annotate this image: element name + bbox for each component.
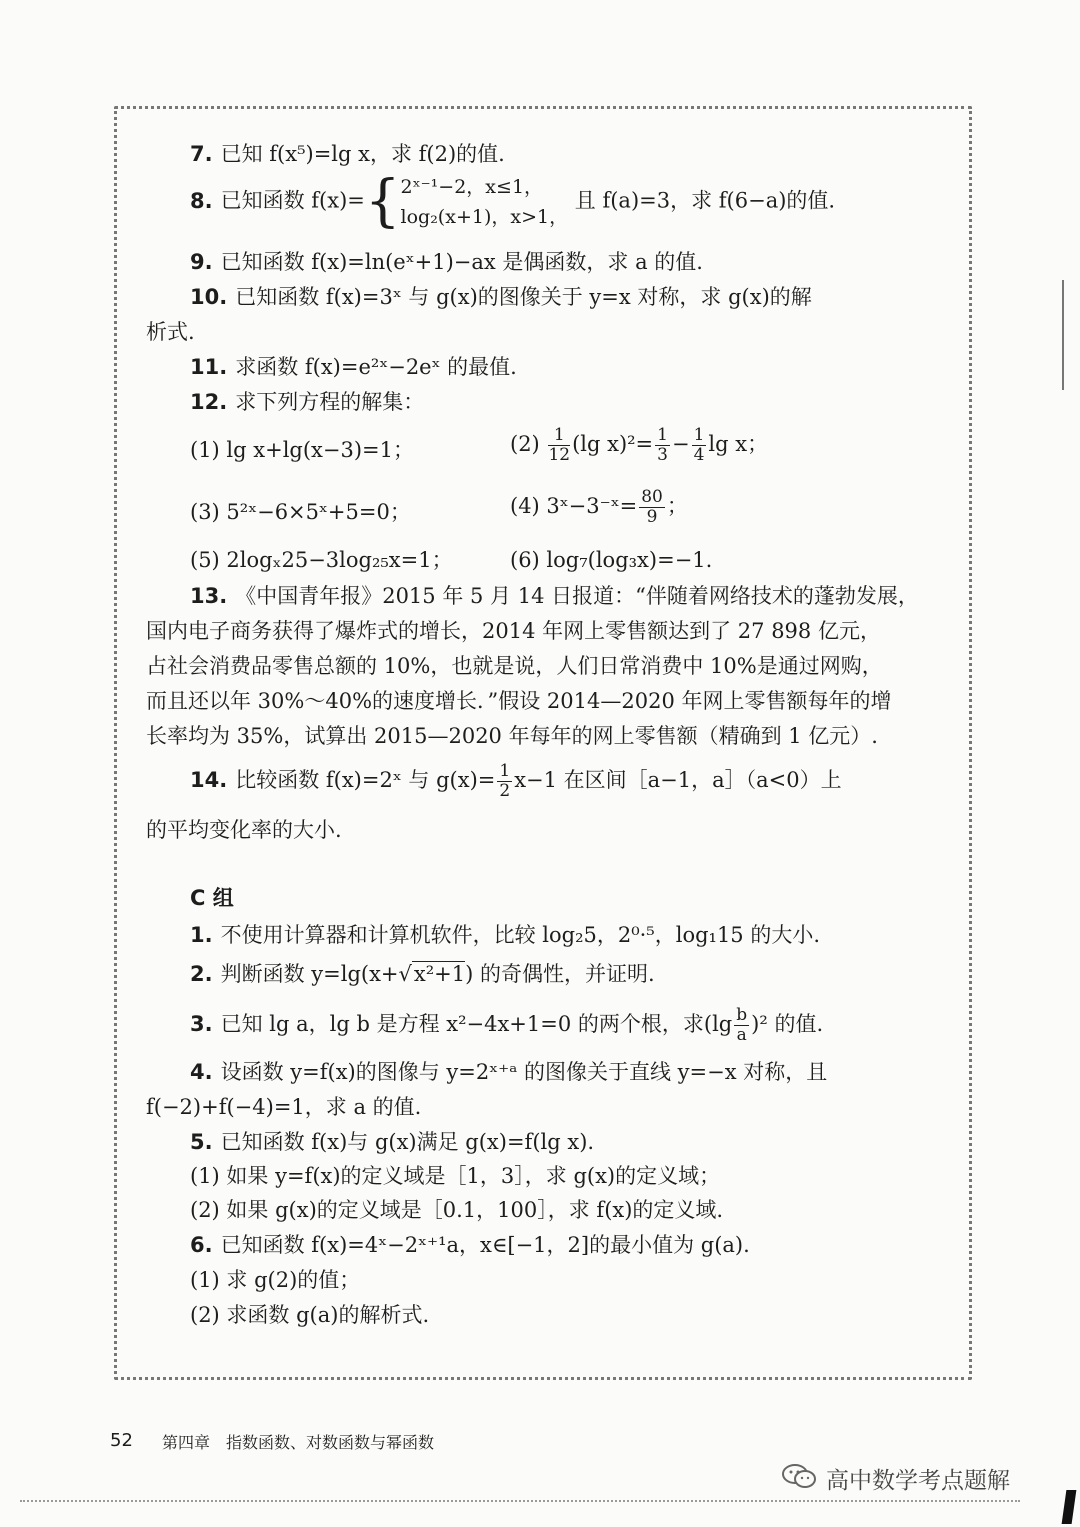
problem-c6-part2: (2) 求函数 g(a)的解析式. [190, 1303, 430, 1327]
problem-10: 10. 已知函数 f(x)=3ˣ 与 g(x)的图像关于 y=x 对称，求 g(x)的解 [190, 285, 812, 309]
fraction: $\frac{1}{3}$ [657, 425, 668, 465]
problem-c2: 2. 判断函数 y=lg(x+√x²+1) 的奇偶性，并证明. [190, 962, 655, 986]
problem-8: 8. 已知函数 f(x)={2ˣ⁻¹−2，x≤1， log₂(x+1)，x>1， 且 f(a)=3，求 f(6−a)的值. [190, 169, 836, 234]
eq12-part2: (2) $\frac{1}{12}$ (lg x)²= $\frac{1}{3}$ − $\frac{1}{4}$ lg x； [510, 425, 769, 465]
fraction: $\frac{1}{12}$ [548, 425, 571, 465]
problem-c5-part1: (1) 如果 y=f(x)的定义域是［1，3］，求 g(x)的定义域； [190, 1164, 721, 1188]
problem-c5-part2: (2) 如果 g(x)的定义域是［0.1，100］，求 f(x)的定义域. [190, 1198, 724, 1222]
problem-12: 12. 求下列方程的解集： [190, 390, 425, 414]
page-number: 52 [110, 1430, 133, 1451]
problem-13-line5: 长率均为 35%，试算出 2015—2020 年每年的网上零售额（精确到 1 亿元）. [146, 724, 878, 748]
problem-c1: 1. 不使用计算器和计算机软件，比较 log₂5，2⁰·⁵，log₁15 的大小. [190, 923, 821, 947]
eq12-part5: (5) 2logₓ25−3log₂₅x=1； [190, 548, 453, 572]
bottom-rule [20, 1500, 1020, 1502]
problem-7: 7. 已知 f(x⁵)=lg x，求 f(2)的值. [190, 142, 505, 166]
problem-c3: 3. 已知 lg a，lg b 是方程 x²−4x+1=0 的两个根，求(lg $\frac{b}{a}$ )² 的值. [190, 1005, 824, 1045]
fraction: $\frac{80}{9}$ [641, 487, 663, 527]
problem-10-cont: 析式. [146, 320, 195, 344]
eq12-part6: (6) log₇(log₃x)=−1. [510, 548, 713, 572]
eq12-part4: (4) 3ˣ−3⁻ˣ= $\frac{80}{9}$ ； [510, 487, 688, 527]
watermark: 高中数学考点题解 [826, 1468, 1010, 1494]
problem-11: 11. 求函数 f(x)=e²ˣ−2eˣ 的最值. [190, 355, 517, 379]
wechat-icon [780, 1462, 820, 1490]
case-2: log₂(x+1)，x>1， [400, 206, 569, 228]
page-edge-mark [1062, 1490, 1077, 1524]
problem-14-line1: 14. 比较函数 f(x)=2ˣ 与 g(x)= $\frac{1}{2}$ x−1 在区间［a−1，a］（a<0）上 [190, 761, 842, 801]
brace-symbol: { [364, 169, 401, 234]
eq12-part3: (3) 5²ˣ−6×5ˣ+5=0； [190, 500, 411, 524]
fraction: $\frac{b}{a}$ [736, 1005, 748, 1045]
problem-13-line4: 而且还以年 30%～40%的速度增长．”假设 2014—2020 年网上零售额每年的增 [146, 689, 892, 713]
problem-c6-part1: (1) 求 g(2)的值； [190, 1268, 361, 1292]
fraction: $\frac{1}{4}$ [693, 425, 705, 465]
problem-13-line2: 国内电子商务获得了爆炸式的增长，2014 年网上零售额达到了 27 898 亿元， [146, 619, 881, 643]
page-edge-shadow [1062, 280, 1072, 390]
fraction: $\frac{1}{2}$ [499, 761, 511, 801]
problem-13-line3: 占社会消费品零售总额的 10%，也就是说，人们日常消费中 10%是通过网购， [146, 654, 883, 678]
eq12-part1: (1) lg x+lg(x−3)=1； [190, 438, 414, 462]
chapter-title: 第四章 指数函数、对数函数与幂函数 [162, 1433, 435, 1452]
problem-c4-line2: f(−2)+f(−4)=1，求 a 的值. [146, 1095, 422, 1119]
problem-13-line1: 13. 《中国青年报》2015 年 5 月 14 日报道：“伴随着网络技术的蓬勃发展， [190, 584, 919, 608]
problem-c4-line1: 4. 设函数 y=f(x)的图像与 y=2ˣ⁺ᵃ 的图像关于直线 y=−x 对称，且 [190, 1060, 828, 1084]
problem-c5: 5. 已知函数 f(x)与 g(x)满足 g(x)=f(lg x). [190, 1130, 595, 1154]
case-1: 2ˣ⁻¹−2，x≤1， [400, 176, 544, 198]
problem-c6: 6. 已知函数 f(x)=4ˣ−2ˣ⁺¹a，x∈[−1，2]的最小值为 g(a). [190, 1233, 750, 1257]
group-c-title: C 组 [190, 886, 234, 910]
problem-9: 9. 已知函数 f(x)=ln(eˣ+1)−ax 是偶函数，求 a 的值. [190, 250, 703, 274]
problem-14-line2: 的平均变化率的大小. [146, 818, 342, 842]
